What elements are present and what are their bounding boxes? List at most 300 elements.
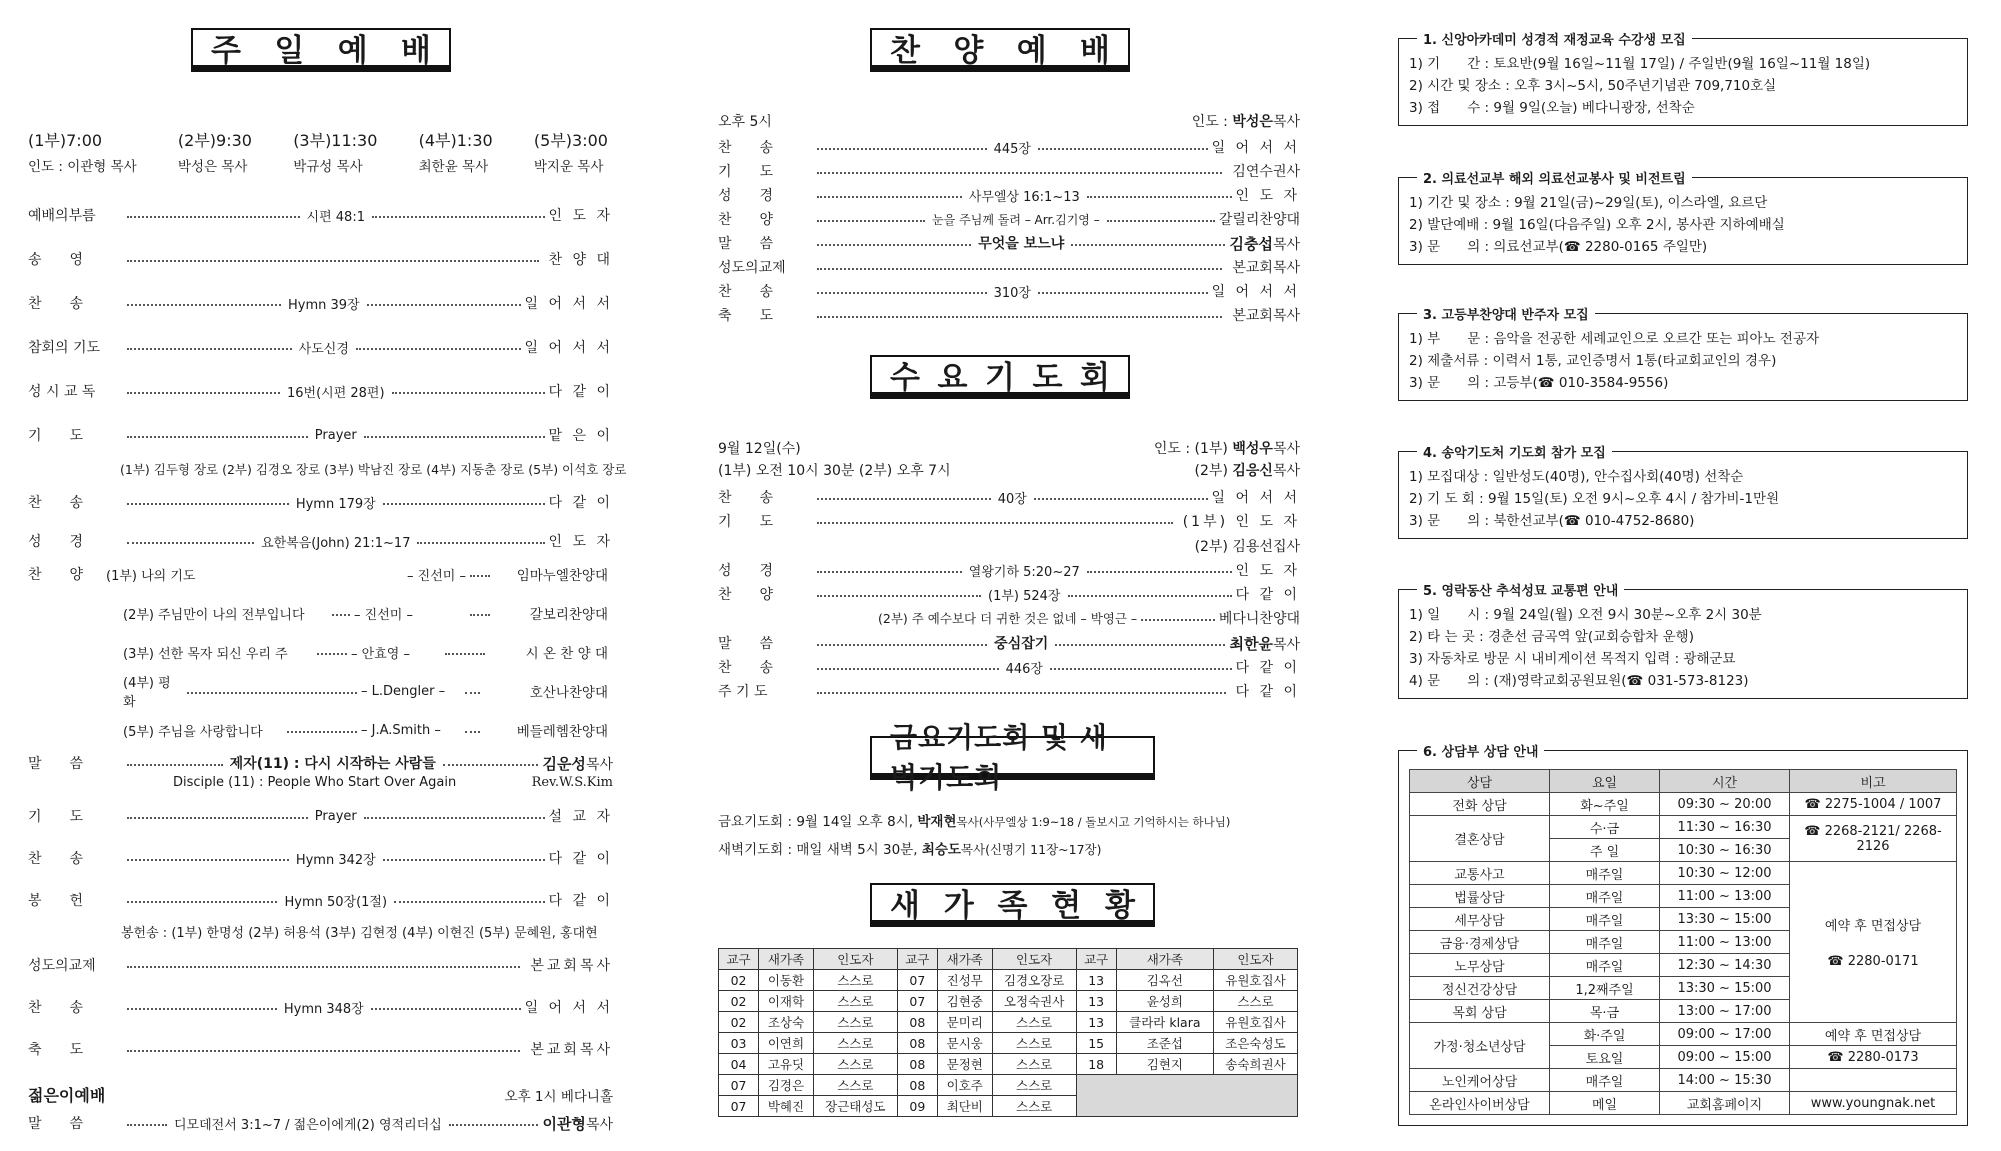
cell: 금융·경제상담 — [1410, 931, 1550, 954]
title-char: 회 — [1080, 360, 1110, 396]
order-person: 일 어 서 서 — [524, 340, 613, 356]
cell: 스스로 — [992, 1054, 1076, 1075]
order-person: 찬 양 대 — [548, 252, 613, 268]
cell: 02 — [719, 1012, 759, 1033]
order-item: (1부) 524장 — [988, 588, 1061, 604]
order-item: 40장 — [997, 491, 1027, 507]
order-item: 눈을 주님께 돌려 – Arr.김기영 – — [932, 212, 1100, 227]
offering-solo: 봉헌송 : (1부) 한명성 (2부) 허용석 (3부) 김현정 (4부) 이현진 (5부) 문혜원, 홍대현 — [121, 926, 598, 941]
title-char: 현 — [1051, 888, 1082, 924]
cell: 11:30 ~ 16:30 — [1660, 816, 1790, 839]
cell: 최단비 — [937, 1096, 992, 1117]
anthem-title: (2부) 주 예수보다 더 귀한 것은 없네 – 박영근 – — [878, 611, 1138, 626]
col-header: 새가족 — [937, 949, 992, 970]
notice-line: 4) 문 의 : (재)영락교회공원묘원(☎ 031-573-8123) — [1409, 673, 1749, 689]
order-row — [718, 137, 1300, 157]
youth-time: 오후 1시 베다니홀 — [504, 1089, 613, 1105]
order-label: 기 도 — [718, 164, 774, 180]
order-row — [718, 560, 1300, 580]
cell: 김경은 — [759, 1075, 814, 1096]
anthem-choir: 갈보리찬양대 — [529, 607, 608, 623]
cell: 04 — [719, 1054, 759, 1075]
order-label: 찬 송 — [28, 495, 84, 511]
cell: 스스로 — [992, 1012, 1076, 1033]
cell: 이호주 — [937, 1075, 992, 1096]
cell: 세무상담 — [1410, 908, 1550, 931]
anthem-label: 찬 양 — [28, 567, 84, 583]
order-label: 찬 송 — [718, 490, 774, 506]
order-label: 성 경 — [718, 563, 774, 579]
order-item: 사도신경 — [298, 341, 349, 357]
cell: 노인케어상담 — [1410, 1069, 1550, 1092]
notice-1 — [1398, 33, 1968, 126]
order-row — [718, 487, 1300, 507]
col-header: 시간 — [1660, 770, 1790, 793]
order-item: Hymn 179장 — [295, 496, 376, 512]
table-row — [719, 1012, 1298, 1033]
cell: 스스로 — [813, 1033, 897, 1054]
notice-line: 1) 모집대상 : 일반성도(40명), 안수집사회(40명) 선착순 — [1409, 469, 1744, 485]
leader-label: 인도 : (1부) — [1153, 441, 1228, 457]
leader-label: 인도 : — [1191, 114, 1228, 130]
cell: 고유딧 — [759, 1054, 814, 1075]
cell: 매주일 — [1550, 1069, 1660, 1092]
order-label: 성 시 교 독 — [28, 384, 96, 400]
order-label: 찬 양 — [718, 212, 774, 228]
notice-line: 3) 문 의 : 북한선교부(☎ 010-4752-8680) — [1409, 513, 1695, 529]
cell: 노무상담 — [1410, 954, 1550, 977]
order-row — [28, 997, 613, 1017]
order-item: Hymn 50장(1절) — [284, 894, 388, 910]
order-row — [28, 1039, 613, 1059]
order-person: 일 어 서 서 — [1211, 284, 1301, 300]
preacher: 김충섭 — [1229, 234, 1273, 253]
note-line: 예약 후 면접상담 — [1824, 919, 1922, 934]
order-item: 사무엘상 16:1~13 — [968, 189, 1080, 205]
order-label: 주 기 도 — [718, 684, 768, 700]
order-item: 요한복음(John) 21:1~17 — [261, 535, 411, 551]
order-person: 본교회목사 — [1232, 260, 1300, 276]
order-row — [718, 209, 1300, 229]
friday-label: 금요기도회 : 9월 14일 오후 8시, — [718, 814, 918, 830]
leader-title: 목사 — [1272, 114, 1300, 130]
order-label: 기 도 — [28, 809, 84, 825]
notice-line: 2) 타 는 곳 : 경춘선 금곡역 앞(교회승합차 운행) — [1409, 629, 1694, 645]
cell: 13 — [1076, 1012, 1116, 1033]
friday-leader: 박재현 — [917, 814, 957, 830]
title-char: 새 — [890, 888, 920, 924]
anthem-title: (2부) 주님만이 나의 전부입니다 — [123, 607, 305, 623]
anthem-choir: 베다니찬양대 — [1218, 611, 1300, 627]
cell: 02 — [719, 970, 759, 991]
preacher-title: 목사 — [1272, 636, 1300, 653]
cell: 18 — [1076, 1054, 1116, 1075]
cell: 예약 후 면접상담 — [1790, 1023, 1957, 1046]
cell: 전화 상담 — [1410, 793, 1550, 816]
note-line: ☎ 2280-0171 — [1827, 954, 1919, 969]
cell: 교회홈페이지 — [1660, 1092, 1790, 1115]
title-char: 예 — [337, 33, 368, 69]
order-row — [718, 185, 1300, 205]
cell: 윤성희 — [1116, 991, 1213, 1012]
service-1 — [28, 128, 137, 175]
middle-column — [718, 0, 1300, 1151]
col-header: 상담 — [1410, 770, 1550, 793]
notice-heading: 6. 상담부 상담 안내 — [1417, 741, 1544, 760]
youth-sermon-row — [28, 1113, 613, 1133]
youth-title: 젊은이예배 — [28, 1086, 106, 1105]
order-person: 다 같 이 — [548, 893, 613, 909]
order-person: 김연수권사 — [1232, 164, 1300, 180]
cell: 수·금 — [1550, 816, 1660, 839]
notice-6 — [1398, 745, 1968, 1126]
cell: 문미리 — [937, 1012, 992, 1033]
anthem-choir: 시 온 찬 양 대 — [525, 646, 608, 662]
leader-title: 목사 — [1272, 441, 1300, 457]
leader-name: 박성은 — [1232, 114, 1273, 130]
cell: 매주일 — [1550, 908, 1660, 931]
cell: 09:30 ~ 20:00 — [1660, 793, 1790, 816]
notice-line: 2) 제출서류 : 이력서 1통, 교인증명서 1통(타교회교인의 경우) — [1409, 353, 1777, 369]
sermon-subtitle: Disciple (11) : People Who Start Over Again — [173, 775, 457, 790]
cell: 문정현 — [937, 1054, 992, 1075]
cell: 조은숙성도 — [1213, 1033, 1297, 1054]
order-row — [718, 584, 1300, 604]
order-label: 송 영 — [28, 252, 84, 268]
cell: 13:30 ~ 15:00 — [1660, 977, 1790, 1000]
order-row — [718, 281, 1300, 301]
col-header: 교구 — [1076, 949, 1116, 970]
cell: 온라인사이버상담 — [1410, 1092, 1550, 1115]
col-header: 새가족 — [759, 949, 814, 970]
sermon-title: 제자(11) : 다시 시작하는 사람들 — [229, 756, 436, 772]
service-3 — [293, 128, 377, 175]
cell: 이연희 — [759, 1033, 814, 1054]
cell: 스스로 — [813, 991, 897, 1012]
cell: 매주일 — [1550, 954, 1660, 977]
cell: 스스로 — [813, 1054, 897, 1075]
order-person: 다 같 이 — [548, 495, 614, 511]
anthem-title: (1부) 나의 기도 — [106, 568, 196, 584]
anthem-composer: – 안효영 – — [351, 646, 410, 662]
cell: 08 — [897, 1033, 937, 1054]
cell: 조준섭 — [1116, 1033, 1213, 1054]
cell: 스스로 — [813, 1075, 897, 1096]
order-person: 갈릴리찬양대 — [1218, 212, 1301, 228]
order-label: 말 씀 — [28, 756, 84, 772]
order-item: 중심잡기 — [994, 636, 1049, 652]
dawn-line — [718, 838, 1101, 858]
cell: 11:00 ~ 13:00 — [1660, 885, 1790, 908]
order-person: 다 같 이 — [1235, 587, 1300, 603]
order-row — [718, 657, 1300, 677]
order-label: 말 씀 — [718, 236, 774, 252]
notice-line: 1) 기간 및 장소 : 9월 21일(금)~29일(토), 이스라엘, 요르단 — [1409, 195, 1768, 211]
leader-name: 김응신 — [1232, 463, 1273, 479]
col-header: 교구 — [719, 949, 759, 970]
notice-heading: 2. 의료선교부 해외 의료선교봉사 및 비전트립 — [1417, 168, 1692, 187]
wednesday-date: 9월 12일(수) — [718, 441, 801, 457]
col-header: 새가족 — [1116, 949, 1213, 970]
cell: 08 — [897, 1054, 937, 1075]
title-char: 도 — [1032, 360, 1063, 396]
col-header: 인도자 — [813, 949, 897, 970]
cell: 문시웅 — [937, 1033, 992, 1054]
cell: 박혜진 — [759, 1096, 814, 1117]
notice-heading: 3. 고등부찬양대 반주자 모집 — [1417, 304, 1595, 323]
notice-3 — [1398, 308, 1968, 401]
cell: 09:00 ~ 17:00 — [1660, 1023, 1790, 1046]
cell: 김옥선 — [1116, 970, 1213, 991]
cell: 13:30 ~ 15:00 — [1660, 908, 1790, 931]
notice-line: 3) 자동차로 방문 시 내비게이션 목적지 입력 : 광해군묘 — [1409, 651, 1736, 667]
cell: 김현중 — [937, 991, 992, 1012]
table-row — [719, 991, 1298, 1012]
order-label: 성도의교제 — [718, 260, 786, 276]
order-label: 말 씀 — [28, 1116, 84, 1132]
anthem-row — [123, 642, 608, 662]
cell: 13 — [1076, 970, 1116, 991]
cell: 가정·청소년상담 — [1410, 1023, 1550, 1069]
order-item: Hymn 39장 — [287, 297, 360, 313]
cell: 목·금 — [1550, 1000, 1660, 1023]
cell: ☎ 2268-2121/ 2268-2126 — [1790, 816, 1957, 862]
order-person: 인 도 자 — [548, 208, 613, 224]
order-row — [28, 492, 613, 512]
title-char: 찬 — [890, 33, 920, 69]
cell: 주 일 — [1550, 839, 1660, 862]
title-char: 가 — [943, 888, 974, 924]
order-row — [28, 293, 613, 313]
empty-cell — [1076, 1075, 1297, 1117]
table-row — [1410, 1023, 1957, 1046]
sermon-row — [28, 753, 613, 773]
anthem-row — [878, 608, 1300, 628]
order-row — [718, 511, 1300, 531]
order-item: 16번(시편 28편) — [286, 385, 385, 401]
service-4 — [419, 128, 493, 175]
cell: 유원호집사 — [1213, 970, 1297, 991]
cell: 07 — [719, 1075, 759, 1096]
cell: 이동환 — [759, 970, 814, 991]
order-row — [718, 681, 1300, 701]
order-person: 본교회목사 — [1232, 308, 1300, 324]
cell: 스스로 — [992, 1033, 1076, 1054]
notice-line: 2) 기 도 회 : 9월 15일(토) 오전 9시~오후 4시 / 참가비-1만원 — [1409, 491, 1780, 507]
order-person: 다 같 이 — [1235, 684, 1300, 700]
notice-line: 3) 문 의 : 의료선교부(☎ 2280-0165 주일만) — [1409, 239, 1708, 255]
notice-line: 1) 기 간 : 토요반(9월 16일~11월 17일) / 주일반(9월 16일~11월 18일) — [1409, 56, 1871, 72]
sunday-column — [28, 0, 627, 1151]
anthem-composer: – 진선미 – — [354, 607, 413, 623]
cell: ☎ 2275-1004 / 1007 — [1790, 793, 1957, 816]
title-char: 수 — [890, 360, 920, 396]
notice-line: 3) 접 수 : 9월 9일(오늘) 베다니광장, 선착순 — [1409, 100, 1695, 116]
order-row — [28, 848, 613, 868]
cell: 03 — [719, 1033, 759, 1054]
order-item: 무엇을 보느냐 — [978, 236, 1065, 252]
order-row — [28, 425, 613, 445]
notice-heading: 4. 송악기도처 기도회 참가 모집 — [1417, 442, 1612, 461]
dawn-detail: 목사(신명기 11장~17장) — [960, 842, 1102, 857]
service-time: (4부)1:30 — [418, 131, 493, 150]
order-person: 일 어 서 서 — [1211, 140, 1301, 156]
cell: 스스로 — [992, 1096, 1076, 1117]
order-person: (1부) 인 도 자 — [1182, 514, 1300, 530]
col-header: 요일 — [1550, 770, 1660, 793]
cell: 장근태성도 — [813, 1096, 897, 1117]
table-row — [1410, 1092, 1957, 1115]
counsel-table — [1409, 769, 1957, 1115]
title-char: 족 — [997, 888, 1028, 924]
friday-detail: 목사(사무엘상 1:9~18 / 돌보시고 기억하시는 하나님) — [956, 815, 1231, 829]
order-label: 찬 송 — [718, 140, 774, 156]
anthem-choir: 임마누엘찬양대 — [516, 568, 608, 584]
leader-title: 목사 — [1272, 463, 1300, 479]
order-label: 기 도 — [28, 428, 84, 444]
order-label: 찬 송 — [718, 284, 774, 300]
title-text: 금요기도회 및 새벽기도회 — [890, 720, 1108, 794]
order-item: 446장 — [1005, 661, 1043, 677]
cell: 15 — [1076, 1033, 1116, 1054]
col-header: 교구 — [897, 949, 937, 970]
cell: 10:30 ~ 12:00 — [1660, 862, 1790, 885]
table-row — [719, 1075, 1298, 1096]
service-leader: 박규성 목사 — [293, 159, 363, 175]
preacher: 이관형 — [542, 1114, 586, 1133]
order-person: 다 같 이 — [548, 851, 614, 867]
cell: 스스로 — [992, 1075, 1076, 1096]
service-leader: 인도 : 이관형 목사 — [28, 159, 137, 175]
link-cell[interactable]: www.youngnak.net — [1790, 1092, 1957, 1115]
order-label: 찬 송 — [28, 851, 84, 867]
order-item: 시편 48:1 — [306, 209, 365, 225]
cell: 13 — [1076, 991, 1116, 1012]
table-row — [1410, 862, 1957, 885]
cell: 09 — [897, 1096, 937, 1117]
service-time: (5부)3:00 — [533, 131, 608, 150]
anthem-row — [106, 564, 608, 584]
order-label: 성 경 — [718, 188, 774, 204]
order-person: 다 같 이 — [1235, 660, 1301, 676]
order-person: 일 어 서 서 — [1211, 490, 1300, 506]
table-header — [719, 949, 1298, 970]
newfamily-title — [870, 883, 1155, 927]
friday-title — [870, 720, 1155, 794]
praise-title — [870, 28, 1130, 72]
cell: 이재학 — [759, 991, 814, 1012]
order-label: 기 도 — [718, 514, 774, 530]
order-item: Prayer — [314, 427, 357, 443]
cell: 김경오장로 — [992, 970, 1076, 991]
cell: 화·주일 — [1550, 1023, 1660, 1046]
cell: 토요일 — [1550, 1046, 1660, 1069]
wednesday-times: (1부) 오전 10시 30분 (2부) 오후 7시 — [718, 463, 951, 479]
cell: 스스로 — [813, 1012, 897, 1033]
notice-4 — [1398, 446, 1968, 539]
order-row — [28, 337, 613, 357]
order-person: 인 도 자 — [1235, 563, 1301, 579]
col-header: 인도자 — [1213, 949, 1297, 970]
notice-line: 1) 일 시 : 9월 24일(월) 오전 9시 30분~오후 2시 30분 — [1409, 607, 1762, 623]
cell: 스스로 — [813, 970, 897, 991]
title-char: 주 — [211, 33, 241, 69]
notice-line: 2) 발단예배 : 9월 16일(다음주일) 오후 2시, 봉사관 지하예배실 — [1409, 217, 1785, 233]
order-person: 일 어 서 서 — [524, 296, 613, 312]
anthem-row — [123, 720, 608, 740]
order-item: Hymn 342장 — [295, 852, 376, 868]
order-row — [28, 806, 613, 826]
anthem-row — [123, 676, 608, 710]
col-header: 인도자 — [992, 949, 1076, 970]
order-person: 인 도 자 — [548, 534, 614, 550]
title-char: 양 — [953, 33, 984, 69]
cell: 클라라 klara — [1116, 1012, 1213, 1033]
order-item: Hymn 348장 — [283, 1001, 364, 1017]
cell: 09:00 ~ 15:00 — [1660, 1046, 1790, 1069]
newfamily-table — [718, 948, 1298, 1117]
table-row — [719, 1033, 1298, 1054]
service-5 — [534, 128, 608, 175]
cell: 13:00 ~ 17:00 — [1660, 1000, 1790, 1023]
cell: 07 — [897, 991, 937, 1012]
table-row — [1410, 816, 1957, 839]
col-header: 비고 — [1790, 770, 1957, 793]
order-label: 말 씀 — [718, 636, 774, 652]
order-person: 일 어 서 서 — [524, 1000, 614, 1016]
order-row — [28, 205, 613, 225]
dawn-leader: 최승도 — [921, 842, 961, 858]
cell: 법률상담 — [1410, 885, 1550, 908]
title-char: 기 — [985, 360, 1015, 396]
friday-line — [718, 810, 1230, 830]
cell: 진성무 — [937, 970, 992, 991]
order-label: 성 경 — [28, 534, 84, 550]
order-row — [28, 381, 613, 401]
order-label: 찬 송 — [28, 1000, 84, 1016]
order-person: 본교회목사 — [530, 958, 613, 974]
cell: 07 — [897, 970, 937, 991]
notice-5 — [1398, 584, 1968, 699]
preacher: 최한윤 — [1229, 634, 1273, 653]
anthem-choir: 베들레헴찬양대 — [516, 724, 608, 740]
title-char: 일 — [274, 33, 305, 69]
cell: 결혼상담 — [1410, 816, 1550, 862]
leader-label: (2부) — [1194, 463, 1228, 479]
notice-line: 2) 시간 및 장소 : 오후 3시~5시, 50주년기념관 709,710호실 — [1409, 78, 1777, 94]
order-label: 예배의부름 — [28, 208, 96, 224]
order-row — [28, 955, 613, 975]
anthem-row — [123, 603, 608, 623]
order-item: 445장 — [993, 141, 1031, 157]
title-char: 황 — [1105, 888, 1135, 924]
order-label: 찬 송 — [718, 660, 774, 676]
cell: 오정숙권사 — [992, 991, 1076, 1012]
cell: ☎ 2280-0173 — [1790, 1046, 1957, 1069]
table-row — [1410, 793, 1957, 816]
cell: 스스로 — [1213, 991, 1297, 1012]
order-person: 인 도 자 — [1235, 188, 1301, 204]
order-item: 310장 — [993, 285, 1031, 301]
order-label: 축 도 — [28, 1042, 84, 1058]
cell: 화~주일 — [1550, 793, 1660, 816]
service-leader: 박지운 목사 — [533, 159, 604, 175]
order-person: 맡 은 이 — [548, 428, 614, 444]
sunday-title — [191, 28, 451, 72]
service-leader: 박성은 목사 — [177, 159, 248, 175]
table-row — [1410, 1069, 1957, 1092]
order-person: 본교회목사 — [530, 1042, 613, 1058]
